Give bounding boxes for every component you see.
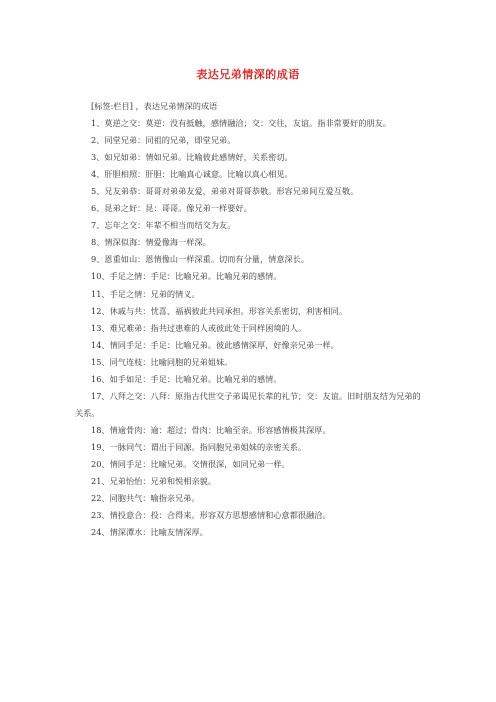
list-item: 12、休戚与共：忧喜、福祸彼此共同承担。形容关系密切，利害相同。 xyxy=(91,305,348,316)
list-item: 15、同气连枝：比喻同胞的兄弟姐妹。 xyxy=(91,356,233,367)
document-body xyxy=(75,98,425,541)
list-item: 22、同胞共气：喻指亲兄弟。 xyxy=(91,493,200,504)
list-item: 13、难兄难弟：指共过患难的人或彼此处于同样困境的人。 xyxy=(91,322,307,333)
list-item: 19、一脉同气：谓出于同源。指同胞兄弟姐妹的亲密关系。 xyxy=(91,441,307,452)
list-item: 11、手足之情：兄弟的情义。 xyxy=(91,288,200,299)
list-item: 14、情同手足：手足：比喻兄弟。彼此感情深厚，好像亲兄弟一样。 xyxy=(91,339,339,350)
list-item: 6、昆弟之好：昆：哥哥。像兄弟一样要好。 xyxy=(91,203,252,214)
list-item: 21、兄弟怡怡：兄弟和悦相亲貌。 xyxy=(91,476,217,487)
list-item: 9、恩重如山：恩情像山一样深重。切而有分量，情意深长。 xyxy=(91,254,310,265)
list-item: 20、情同手足：比喻兄弟。交情很深，如同兄弟一样。 xyxy=(91,458,290,469)
intro-paragraph: [标签:栏目] ，表达兄弟情深的成语 xyxy=(91,101,218,111)
list-item: 10、手足之情：手足：比喻兄弟。比喻兄弟的感情。 xyxy=(91,271,282,282)
list-item: 18、情逾骨肉：逾：超过；骨肉：比喻至亲。形容感情极其深厚。 xyxy=(91,424,331,435)
list-item: 23、情投意合：投：合得来。形容双方思想感情和心意都很融洽。 xyxy=(91,510,331,521)
document-title: 表达兄弟情深的成语 xyxy=(196,68,300,81)
list-item: 2、同堂兄弟：同祖的兄弟，即堂兄弟。 xyxy=(91,135,236,146)
list-item: 4、肝胆相照：肝胆：比喻真心诚意。比喻以真心相见。 xyxy=(91,169,293,180)
list-item: 5、兄友弟恭：哥哥对弟弟友爱，弟弟对哥哥恭敬。形容兄弟间互爱互敬。 xyxy=(91,186,359,197)
list-item: 17、八拜之交：八拜：原指古代世交子弟谒见长辈的礼节；交：友谊。旧时朋友结为兄弟的关系。 xyxy=(75,390,421,418)
list-item: 16、如手如足：手足：比喻兄弟。比喻兄弟的感情。 xyxy=(91,373,282,384)
list-item: 8、情深似海：情爱像海一样深。 xyxy=(91,237,211,248)
list-item: 7、忘年之交：年辈不相当而结交为友。 xyxy=(91,220,236,231)
list-item: 24、情深潭水：比喻友情深厚。 xyxy=(91,527,208,538)
list-item: 3、如兄如弟：情如兄弟。比喻彼此感情好，关系密切。 xyxy=(91,152,293,163)
list-item: 1、莫逆之交：莫逆：没有抵触，感情融洽；交：交往，友谊。指非常要好的朋友。 xyxy=(91,118,391,129)
